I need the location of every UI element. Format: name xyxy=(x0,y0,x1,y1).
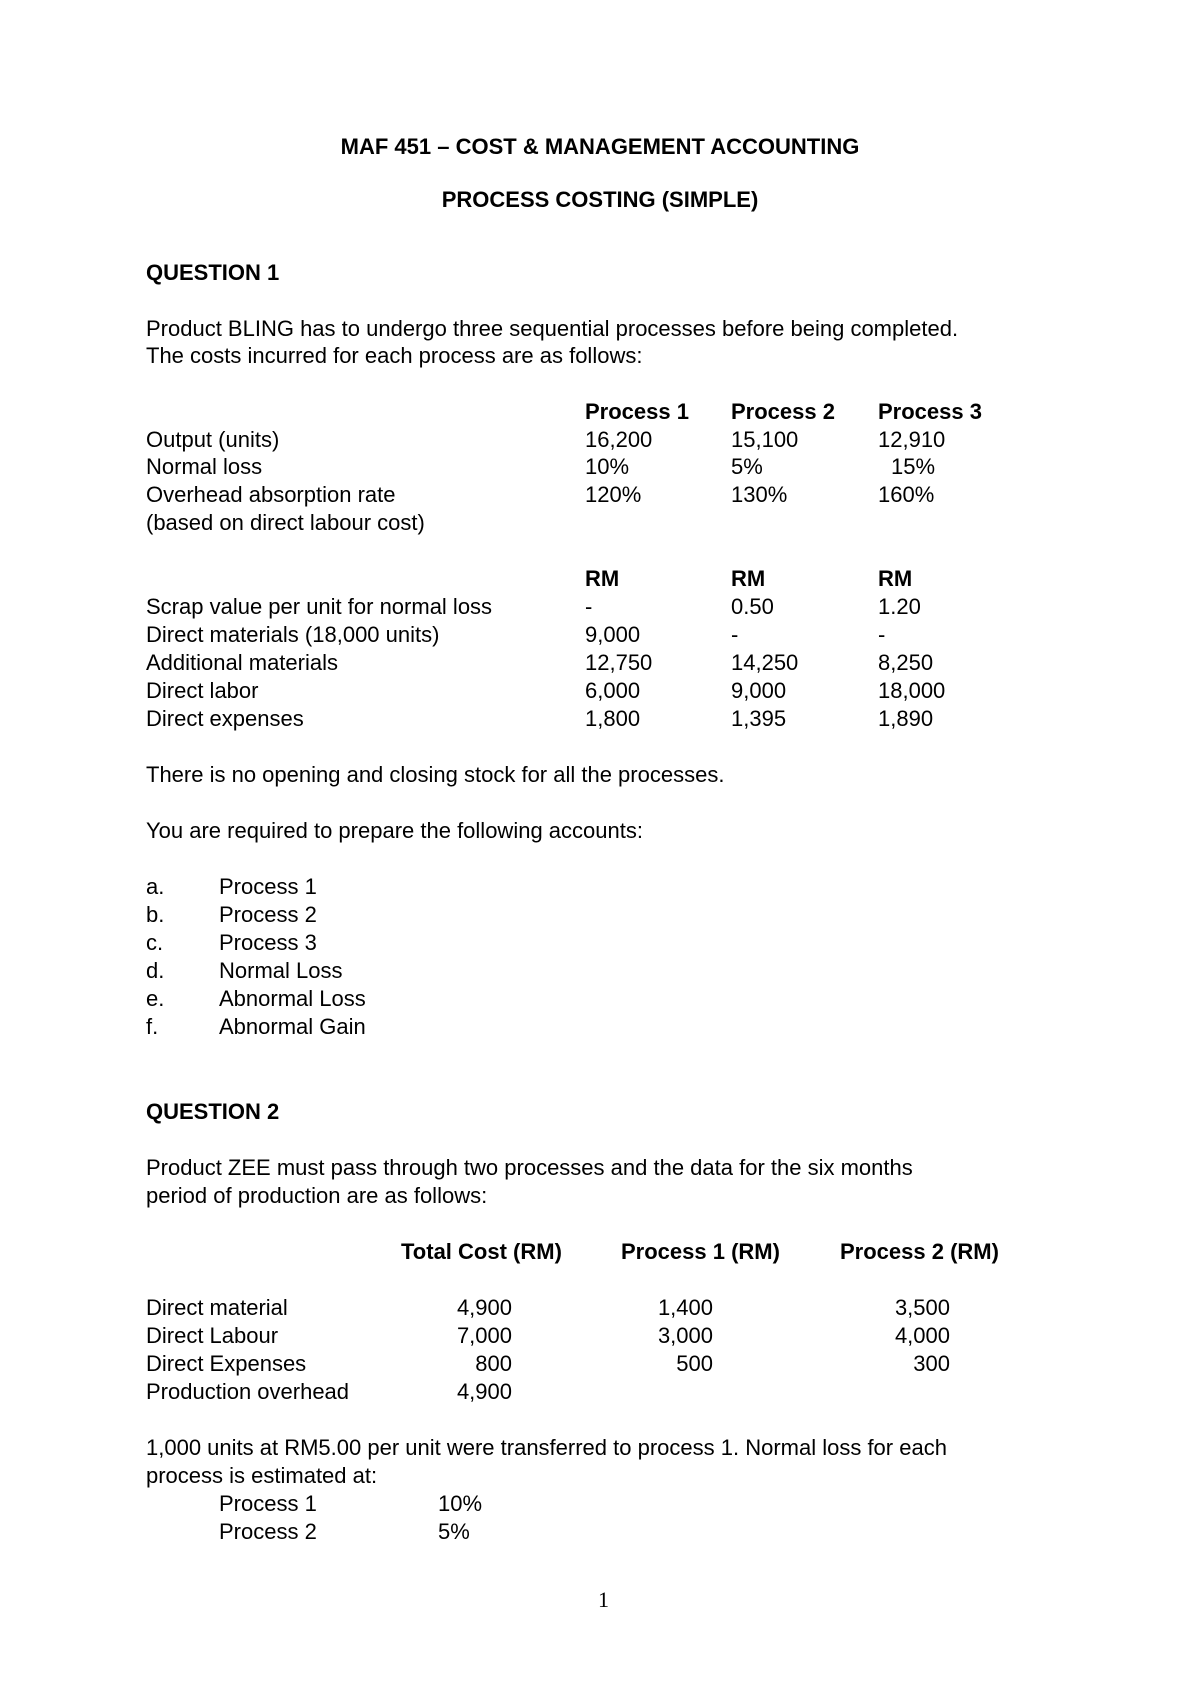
cell-total-cost: 4,900 xyxy=(456,1379,512,1404)
list-text: Process 2 xyxy=(219,902,317,927)
row-label: Direct Labour xyxy=(146,1323,279,1348)
row-label: Additional materials xyxy=(146,650,338,675)
cell-process-3: 8,250 xyxy=(878,650,934,675)
cell-process-3: 18,000 xyxy=(878,678,946,703)
q2-transfer-line-1: 1,000 units at RM5.00 per unit were transferred to process 1. Normal loss for each xyxy=(146,1435,947,1460)
list-text: Abnormal Loss xyxy=(219,986,366,1011)
cell-process-1: 16,200 xyxy=(585,427,653,452)
cell-process-1: 500 xyxy=(676,1351,713,1376)
topic-title: PROCESS COSTING (SIMPLE) xyxy=(441,187,759,212)
cell-process-1: 9,000 xyxy=(585,622,641,647)
course-title: MAF 451 – COST & MANAGEMENT ACCOUNTING xyxy=(340,134,860,159)
list-letter: c. xyxy=(146,930,164,955)
cell-process-2: 15,100 xyxy=(731,427,799,452)
row-label: Direct expenses xyxy=(146,706,304,731)
cell-process-3: - xyxy=(878,622,886,647)
cell-process-3: 12,910 xyxy=(878,427,946,452)
normal-loss-rate: 10% xyxy=(438,1491,483,1516)
cell-process-2: 14,250 xyxy=(731,650,799,675)
q2-col-header-process-1: Process 1 (RM) xyxy=(621,1239,780,1264)
q2-intro-line-2: period of production are as follows: xyxy=(146,1183,488,1208)
list-text: Normal Loss xyxy=(219,958,343,983)
cell-process-2: 0.50 xyxy=(731,594,774,619)
cell-total-cost: 7,000 xyxy=(456,1323,512,1348)
q1-required: You are required to prepare the following accounts: xyxy=(146,818,643,843)
cell-process-3: 15% xyxy=(891,454,936,479)
row-label: (based on direct labour cost) xyxy=(146,510,425,535)
cell-total-cost: 4,900 xyxy=(456,1295,512,1320)
q2-col-header-total-cost: Total Cost (RM) xyxy=(401,1239,562,1264)
row-label: Output (units) xyxy=(146,427,280,452)
list-text: Process 1 xyxy=(219,874,317,899)
q1-intro-line-2: The costs incurred for each process are as follows: xyxy=(146,343,643,368)
normal-loss-rate: 5% xyxy=(438,1519,470,1544)
q1-currency-header-1: RM xyxy=(585,566,620,591)
cell-process-2: 3,500 xyxy=(894,1295,950,1320)
list-letter: b. xyxy=(146,902,165,927)
q1-currency-header-3: RM xyxy=(878,566,913,591)
cell-process-1: 12,750 xyxy=(585,650,653,675)
cell-process-2: 300 xyxy=(913,1351,950,1376)
page-number: 1 xyxy=(598,1587,609,1612)
cell-process-3: 160% xyxy=(878,482,935,507)
q1-stock-note: There is no opening and closing stock for all the processes. xyxy=(146,762,725,787)
cell-process-3: 1,890 xyxy=(878,706,934,731)
q2-transfer-line-2: process is estimated at: xyxy=(146,1463,378,1488)
row-label: Normal loss xyxy=(146,454,263,479)
normal-loss-process: Process 1 xyxy=(219,1491,317,1516)
list-letter: f. xyxy=(146,1014,159,1039)
cell-process-2: 9,000 xyxy=(731,678,787,703)
list-letter: e. xyxy=(146,986,165,1011)
q1-col-header-process-2: Process 2 xyxy=(731,399,835,424)
row-label: Production overhead xyxy=(146,1379,350,1404)
question-1-heading: QUESTION 1 xyxy=(146,260,280,285)
row-label: Direct Expenses xyxy=(146,1351,307,1376)
list-letter: a. xyxy=(146,874,165,899)
question-2-heading: QUESTION 2 xyxy=(146,1099,280,1124)
row-label: Direct labor xyxy=(146,678,259,703)
cell-process-1: - xyxy=(585,594,593,619)
q1-col-header-process-3: Process 3 xyxy=(878,399,982,424)
cell-process-1: 3,000 xyxy=(657,1323,713,1348)
list-text: Abnormal Gain xyxy=(219,1014,366,1039)
row-label: Direct material xyxy=(146,1295,288,1320)
cell-process-1: 10% xyxy=(585,454,630,479)
row-label: Scrap value per unit for normal loss xyxy=(146,594,493,619)
q1-currency-header-2: RM xyxy=(731,566,766,591)
cell-process-2: 130% xyxy=(731,482,788,507)
list-letter: d. xyxy=(146,958,165,983)
normal-loss-process: Process 2 xyxy=(219,1519,317,1544)
q1-intro-line-1: Product BLING has to undergo three sequential processes before being completed. xyxy=(146,316,959,341)
q2-col-header-process-2: Process 2 (RM) xyxy=(840,1239,999,1264)
cell-process-1: 6,000 xyxy=(585,678,641,703)
cell-process-2: - xyxy=(731,622,739,647)
q1-col-header-process-1: Process 1 xyxy=(585,399,689,424)
cell-total-cost: 800 xyxy=(475,1351,512,1376)
row-label: Overhead absorption rate xyxy=(146,482,396,507)
cell-process-2: 4,000 xyxy=(894,1323,950,1348)
cell-process-3: 1.20 xyxy=(878,594,921,619)
cell-process-1: 120% xyxy=(585,482,642,507)
row-label: Direct materials (18,000 units) xyxy=(146,622,440,647)
cell-process-2: 5% xyxy=(731,454,763,479)
cell-process-1: 1,400 xyxy=(657,1295,713,1320)
list-text: Process 3 xyxy=(219,930,317,955)
cell-process-2: 1,395 xyxy=(731,706,787,731)
q2-intro-line-1: Product ZEE must pass through two processes and the data for the six months xyxy=(146,1155,913,1180)
cell-process-1: 1,800 xyxy=(585,706,641,731)
